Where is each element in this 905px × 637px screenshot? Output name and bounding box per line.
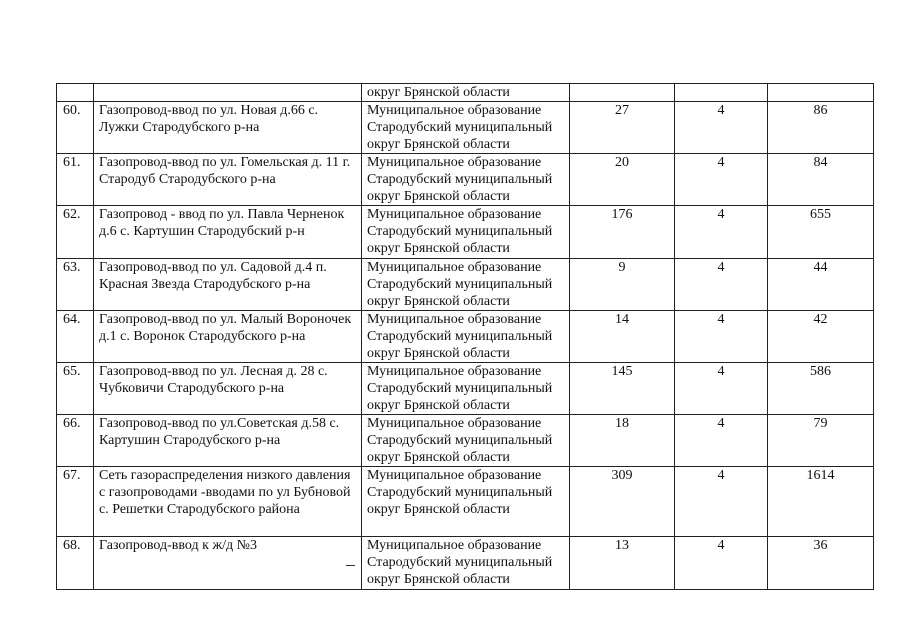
cell-column-5: 4 xyxy=(675,415,768,467)
cell-number: 61. xyxy=(57,154,94,206)
cell-owner: Муниципальное образование Стародубский муниципальный округ Брянской области xyxy=(362,467,570,537)
cell-length: 309 xyxy=(570,467,675,537)
cell-length: 145 xyxy=(570,363,675,415)
cell-object-name: Сеть газораспределения низкого давления с газопроводами -вводами по ул Бубновой с. Решетки Стародубского района xyxy=(94,467,362,537)
cell-object-name: Газопровод-ввод к ж/д №3 xyxy=(94,537,362,590)
cell-column-5: 4 xyxy=(675,154,768,206)
table-row xyxy=(57,206,874,259)
cell-number: 63. xyxy=(57,259,94,311)
cell-length: 14 xyxy=(570,311,675,363)
cell-length: 176 xyxy=(570,206,675,259)
table-row-continuation xyxy=(57,84,874,102)
cell-number: 60. xyxy=(57,102,94,154)
cell-column-6: 42 xyxy=(768,311,874,363)
cell-owner: Муниципальное образование Стародубский муниципальный округ Брянской области xyxy=(362,102,570,154)
cell-column-6: 44 xyxy=(768,259,874,311)
cell-column-6 xyxy=(768,84,874,102)
cell-column-5: 4 xyxy=(675,259,768,311)
cell-number: 67. xyxy=(57,467,94,537)
cell-number: 68. xyxy=(57,537,94,590)
table-row xyxy=(57,102,874,154)
cell-column-6: 586 xyxy=(768,363,874,415)
cell-column-5: 4 xyxy=(675,363,768,415)
cell-object-name: Газопровод-ввод по ул. Новая д.66 с. Лужки Стародубского р-на xyxy=(94,102,362,154)
cell-length: 27 xyxy=(570,102,675,154)
cell-owner: Муниципальное образование Стародубский муниципальный округ Брянской области xyxy=(362,537,570,590)
cell-column-5: 4 xyxy=(675,311,768,363)
asset-register-table xyxy=(56,83,874,590)
cell-column-5: 4 xyxy=(675,467,768,537)
table-row xyxy=(57,537,874,590)
cell-number: 62. xyxy=(57,206,94,259)
table-row xyxy=(57,415,874,467)
cell-number: 66. xyxy=(57,415,94,467)
cell-column-6: 1614 xyxy=(768,467,874,537)
table-row xyxy=(57,363,874,415)
cell-owner: Муниципальное образование Стародубский муниципальный округ Брянской области xyxy=(362,415,570,467)
cell-length: 18 xyxy=(570,415,675,467)
cell-owner: Муниципальное образование Стародубский муниципальный округ Брянской области xyxy=(362,259,570,311)
stray-dash-mark xyxy=(346,565,355,566)
cell-object-name: Газопровод-ввод по ул. Садовой д.4 п. Красная Звезда Стародубского р-на xyxy=(94,259,362,311)
cell-object-name: Газопровод - ввод по ул. Павла Черненок д.6 с. Картушин Стародубский р-н xyxy=(94,206,362,259)
cell-object-name: Газопровод-ввод по ул. Лесная д. 28 с. Чубковичи Стародубского р-на xyxy=(94,363,362,415)
cell-length: 9 xyxy=(570,259,675,311)
table-row xyxy=(57,467,874,537)
cell-column-6: 86 xyxy=(768,102,874,154)
cell-length: 20 xyxy=(570,154,675,206)
table-row xyxy=(57,259,874,311)
cell-object-name: Газопровод-ввод по ул. Гомельская д. 11 г. Стародуб Стародубского р-на xyxy=(94,154,362,206)
cell-object-name: Газопровод-ввод по ул.Советская д.58 с. Картушин Стародубского р-на xyxy=(94,415,362,467)
cell-column-5: 4 xyxy=(675,102,768,154)
cell-owner: Муниципальное образование Стародубский муниципальный округ Брянской области xyxy=(362,206,570,259)
cell-owner: Муниципальное образование Стародубский муниципальный округ Брянской области xyxy=(362,154,570,206)
table-row xyxy=(57,311,874,363)
table-row xyxy=(57,154,874,206)
cell-column-6: 36 xyxy=(768,537,874,590)
cell-object-name xyxy=(94,84,362,102)
cell-object-name: Газопровод-ввод по ул. Малый Вороночек д.1 с. Воронок Стародубского р-на xyxy=(94,311,362,363)
cell-owner: округ Брянской области xyxy=(362,84,570,102)
cell-number: 65. xyxy=(57,363,94,415)
cell-number xyxy=(57,84,94,102)
cell-column-5: 4 xyxy=(675,206,768,259)
cell-owner: Муниципальное образование Стародубский муниципальный округ Брянской области xyxy=(362,311,570,363)
cell-column-5 xyxy=(675,84,768,102)
cell-number: 64. xyxy=(57,311,94,363)
cell-length xyxy=(570,84,675,102)
cell-column-6: 655 xyxy=(768,206,874,259)
cell-column-6: 79 xyxy=(768,415,874,467)
cell-owner: Муниципальное образование Стародубский муниципальный округ Брянской области xyxy=(362,363,570,415)
cell-column-5: 4 xyxy=(675,537,768,590)
cell-column-6: 84 xyxy=(768,154,874,206)
cell-length: 13 xyxy=(570,537,675,590)
